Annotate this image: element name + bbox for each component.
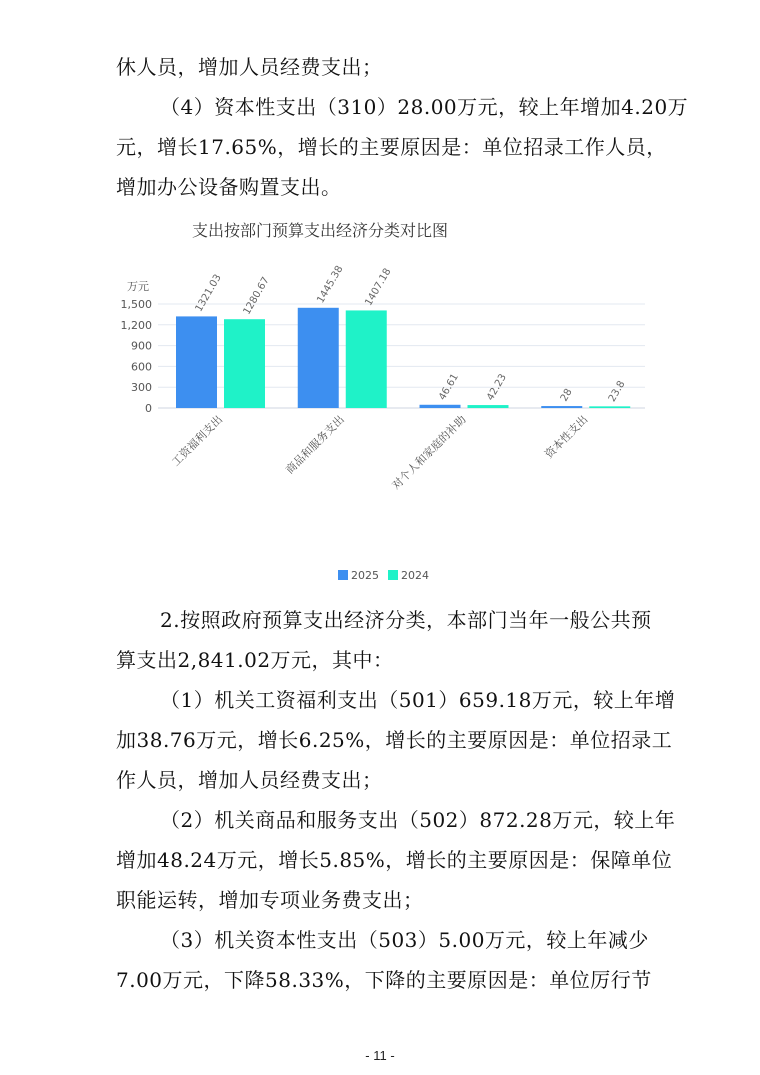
- text-line: 增加48.24万元，增长5.85%，增长的主要原因是：保障单位: [116, 848, 673, 872]
- text-line: 休人员，增加人员经费支出；: [116, 55, 383, 79]
- legend-swatch: [388, 570, 398, 580]
- legend-label: 2025: [351, 569, 379, 582]
- text-line: 作人员，增加人员经费支出；: [116, 768, 383, 792]
- data-label: 1445.38: [315, 263, 346, 306]
- data-label: 42.23: [485, 372, 509, 403]
- y-axis-unit-label: 万元: [127, 280, 149, 293]
- text-line: 加38.76万元，增长6.25%，增长的主要原因是：单位招录工: [116, 728, 673, 752]
- data-label: 23.8: [606, 379, 628, 404]
- bar: [589, 406, 630, 408]
- y-tick-label: 1,200: [120, 318, 152, 332]
- text-line: 职能运转，增加专项业务费支出；: [116, 888, 424, 912]
- y-tick-label: 0: [145, 402, 152, 415]
- text-line: （2）机关商品和服务支出（502）872.28万元，较上年: [160, 808, 676, 832]
- page-number: - 11 -: [365, 1048, 395, 1063]
- legend-swatch: [338, 570, 348, 580]
- data-label: 46.61: [437, 371, 461, 403]
- bar: [468, 405, 509, 408]
- text-line: 算支出2,841.02万元，其中：: [116, 648, 394, 672]
- text-line: （1）机关工资福利支出（501）659.18万元，较上年增: [160, 688, 676, 712]
- bar: [224, 319, 265, 408]
- y-tick-label: 300: [131, 381, 152, 395]
- text-line: （4）资本性支出（310）28.00万元，较上年增加4.20万: [160, 95, 689, 119]
- bar: [298, 308, 339, 408]
- y-tick-label: 900: [131, 339, 152, 353]
- data-label: 1321.03: [193, 272, 224, 314]
- text-line: 2.按照政府预算支出经济分类，本部门当年一般公共预: [160, 608, 652, 632]
- y-tick-label: 600: [131, 360, 152, 374]
- text-line: 增加办公设备购置支出。: [116, 175, 342, 199]
- data-label: 1407.18: [363, 266, 394, 308]
- expenditure-comparison-chart: [110, 210, 650, 590]
- bar: [420, 405, 461, 408]
- x-category-label: 对个人和家庭的补助: [389, 412, 469, 493]
- bar: [541, 406, 582, 408]
- x-category-label: 工资福利支出: [169, 412, 226, 469]
- text-line: 元，增长17.65%，增长的主要原因是：单位招录工作人员，: [116, 135, 667, 159]
- text-line: （3）机关资本性支出（503）5.00万元，较上年减少: [160, 928, 649, 952]
- bar: [346, 310, 387, 408]
- legend-label: 2024: [401, 569, 429, 582]
- x-category-label: 商品和服务支出: [283, 412, 347, 477]
- y-tick-label: 1,500: [120, 298, 152, 311]
- text-line: 7.00万元，下降58.33%，下降的主要原因是：单位厉行节: [116, 968, 652, 992]
- bar: [176, 316, 217, 408]
- x-category-label: 资本性支出: [542, 412, 591, 462]
- data-label: 28: [558, 387, 575, 404]
- chart-title: 支出按部门预算支出经济分类对比图: [191, 221, 449, 240]
- data-label: 1280.67: [241, 275, 272, 317]
